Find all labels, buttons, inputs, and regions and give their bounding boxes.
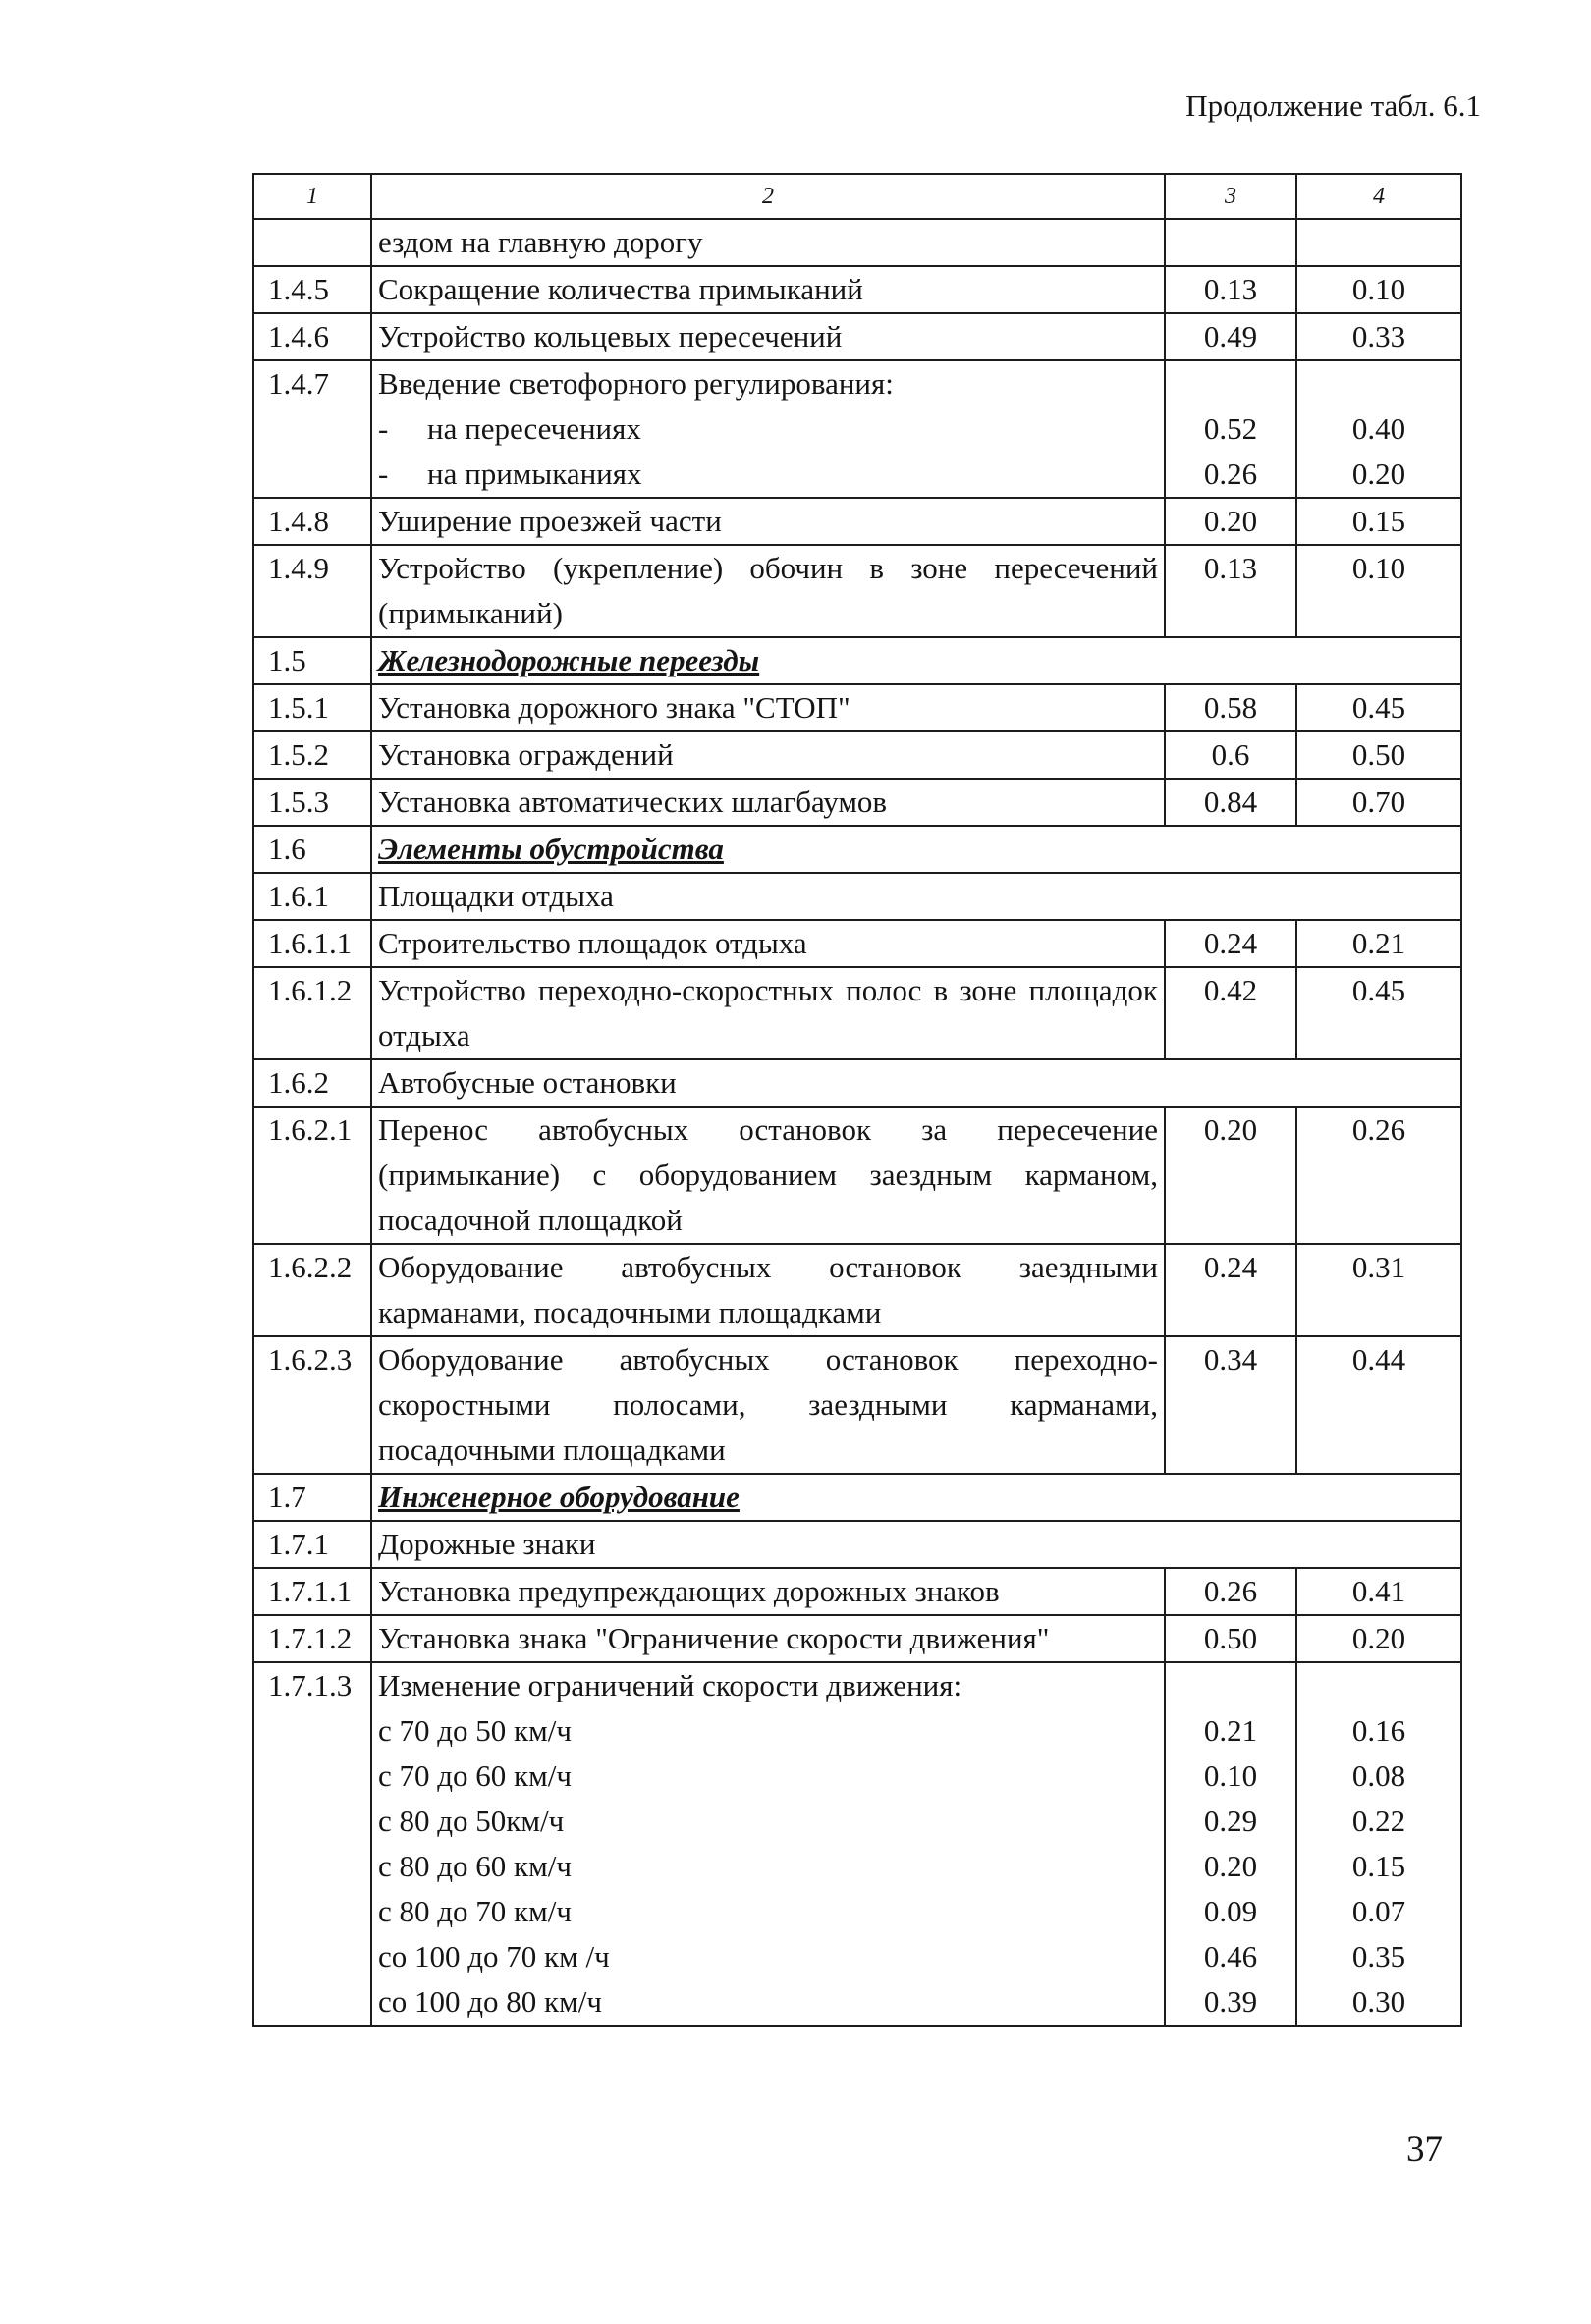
description-line bbox=[378, 921, 1158, 966]
table-row bbox=[253, 1568, 1461, 1615]
row-code: 1.6.1.1 bbox=[253, 920, 371, 967]
column-header-2: 2 bbox=[371, 174, 1165, 219]
subsection-title: Автобусные остановки bbox=[371, 1059, 1461, 1107]
description-line bbox=[378, 780, 1158, 825]
description-line bbox=[378, 1708, 1158, 1754]
table-continuation-caption: Продолжение табл. 6.1 bbox=[1185, 88, 1481, 123]
description-text: Установка знака "Ограничение скорости движения" bbox=[378, 1621, 1050, 1655]
description-line bbox=[378, 1844, 1158, 1889]
table-row bbox=[253, 1521, 1461, 1568]
description-line bbox=[378, 452, 1158, 497]
table-row bbox=[253, 498, 1461, 545]
description-text: Перенос автобусных остановок за пересечение (примыкание) с оборудованием заездным карманом, посадочной площадкой bbox=[378, 1112, 1158, 1237]
column-3-values bbox=[1165, 1568, 1296, 1615]
coefficient-value: 0.44 bbox=[1351, 1342, 1406, 1377]
coefficient-value: 0.84 bbox=[1203, 784, 1258, 819]
row-code: 1.7.1.1 bbox=[253, 1568, 371, 1615]
row-description bbox=[371, 967, 1165, 1059]
coefficient-value: 0.70 bbox=[1351, 784, 1406, 819]
description-line bbox=[378, 1663, 1158, 1708]
row-description bbox=[371, 545, 1165, 637]
table-row bbox=[253, 1107, 1461, 1244]
coefficient-value: 0.45 bbox=[1351, 973, 1406, 1007]
table-row bbox=[253, 1474, 1461, 1521]
column-4-values bbox=[1296, 313, 1461, 360]
row-code: 1.6.2 bbox=[253, 1059, 371, 1107]
coefficient-value: 0.10 bbox=[1351, 272, 1406, 306]
description-text: ездом на главную дорогу bbox=[378, 225, 703, 259]
column-4-values bbox=[1296, 684, 1461, 731]
row-code: 1.7 bbox=[253, 1474, 371, 1521]
coefficient-value: 0.49 bbox=[1203, 319, 1258, 353]
coefficient-value: 0.15 bbox=[1351, 1849, 1406, 1883]
description-line bbox=[378, 1934, 1158, 1979]
description-line bbox=[378, 220, 1158, 265]
column-4-values bbox=[1296, 1662, 1461, 2026]
column-3-values bbox=[1165, 498, 1296, 545]
column-3-values bbox=[1165, 1615, 1296, 1662]
column-4-values bbox=[1296, 731, 1461, 779]
coefficient-value: 0.31 bbox=[1351, 1250, 1406, 1284]
section-title: Железнодорожные переезды bbox=[371, 637, 1461, 684]
coefficient-value: 0.34 bbox=[1203, 1342, 1258, 1377]
column-4-values bbox=[1296, 1107, 1461, 1244]
coefficient-value: 0.50 bbox=[1351, 737, 1406, 772]
column-4-values bbox=[1296, 545, 1461, 637]
coefficient-value: 0.26 bbox=[1203, 457, 1258, 491]
column-4-values bbox=[1296, 1336, 1461, 1474]
coefficients-table bbox=[252, 173, 1462, 2027]
subsection-title: Дорожные знаки bbox=[371, 1521, 1461, 1568]
row-code: 1.5.3 bbox=[253, 779, 371, 826]
row-code: 1.4.9 bbox=[253, 545, 371, 637]
coefficient-value: 0.10 bbox=[1203, 1758, 1258, 1793]
column-4-values bbox=[1296, 1615, 1461, 1662]
table-row bbox=[253, 920, 1461, 967]
coefficient-value: 0.13 bbox=[1203, 272, 1258, 306]
section-title: Инженерное оборудование bbox=[371, 1474, 1461, 1521]
coefficient-value bbox=[1297, 220, 1460, 265]
description-text: Изменение ограничений скорости движения: bbox=[378, 1668, 962, 1702]
coefficient-value bbox=[1297, 1663, 1460, 1708]
coefficient-value: 0.09 bbox=[1203, 1894, 1258, 1928]
table-row bbox=[253, 637, 1461, 684]
row-code: 1.4.7 bbox=[253, 360, 371, 498]
description-line bbox=[378, 314, 1158, 359]
coefficient-value: 0.50 bbox=[1203, 1621, 1258, 1655]
table-header-row bbox=[253, 174, 1461, 219]
description-line bbox=[378, 1569, 1158, 1614]
description-text: Строительство площадок отдыха bbox=[378, 926, 807, 960]
column-3-values bbox=[1165, 1244, 1296, 1336]
description-line bbox=[378, 1616, 1158, 1661]
row-description bbox=[371, 1107, 1165, 1244]
description-text: Установка автоматических шлагбаумов bbox=[378, 784, 888, 819]
description-line bbox=[378, 1979, 1158, 2025]
column-3-values bbox=[1165, 1662, 1296, 2026]
table-row bbox=[253, 545, 1461, 637]
coefficient-value: 0.29 bbox=[1203, 1804, 1258, 1838]
table-row bbox=[253, 684, 1461, 731]
row-code: 1.7.1 bbox=[253, 1521, 371, 1568]
row-description bbox=[371, 266, 1165, 313]
row-description bbox=[371, 360, 1165, 498]
coefficient-value: 0.20 bbox=[1351, 1621, 1406, 1655]
description-text: с 80 до 50км/ч bbox=[378, 1804, 565, 1838]
description-text: с 80 до 70 км/ч bbox=[378, 1894, 572, 1928]
description-text: Оборудование автобусных остановок заездными карманами, посадочными площадками bbox=[378, 1250, 1158, 1329]
table-row bbox=[253, 1615, 1461, 1662]
column-3-values bbox=[1165, 219, 1296, 266]
row-code: 1.5.2 bbox=[253, 731, 371, 779]
row-code: 1.7.1.2 bbox=[253, 1615, 371, 1662]
row-code: 1.6.2.2 bbox=[253, 1244, 371, 1336]
coefficient-value: 0.35 bbox=[1351, 1939, 1406, 1973]
coefficient-value: 0.26 bbox=[1203, 1574, 1258, 1608]
description-line bbox=[378, 267, 1158, 312]
row-description bbox=[371, 219, 1165, 266]
description-text: на примыканиях bbox=[427, 457, 642, 491]
column-3-values bbox=[1165, 920, 1296, 967]
column-3-values bbox=[1165, 967, 1296, 1059]
coefficient-value: 0.26 bbox=[1351, 1112, 1406, 1147]
description-text: Установка дорожного знака "СТОП" bbox=[378, 690, 850, 725]
column-4-values bbox=[1296, 967, 1461, 1059]
table-row bbox=[253, 731, 1461, 779]
coefficient-value: 0.45 bbox=[1351, 690, 1406, 725]
column-header-3: 3 bbox=[1165, 174, 1296, 219]
row-code: 1.5.1 bbox=[253, 684, 371, 731]
row-description bbox=[371, 1568, 1165, 1615]
coefficient-value: 0.08 bbox=[1351, 1758, 1406, 1793]
table-row bbox=[253, 313, 1461, 360]
description-line bbox=[378, 1889, 1158, 1934]
coefficient-value: 0.41 bbox=[1351, 1574, 1406, 1608]
column-3-values bbox=[1165, 545, 1296, 637]
coefficient-value: 0.39 bbox=[1203, 1984, 1258, 2019]
column-3-values bbox=[1165, 1336, 1296, 1474]
table-row bbox=[253, 967, 1461, 1059]
table-row bbox=[253, 266, 1461, 313]
description-text: Устройство (укрепление) обочин в зоне пересечений (примыканий) bbox=[378, 551, 1158, 630]
column-4-values bbox=[1296, 1568, 1461, 1615]
subsection-title: Площадки отдыха bbox=[371, 873, 1461, 920]
column-3-values bbox=[1165, 313, 1296, 360]
description-text: Сокращение количества примыканий bbox=[378, 272, 863, 306]
column-header-1: 1 bbox=[253, 174, 371, 219]
row-description bbox=[371, 1244, 1165, 1336]
list-dash: - bbox=[378, 457, 389, 491]
description-text: с 70 до 50 км/ч bbox=[378, 1713, 572, 1748]
coefficient-value: 0.24 bbox=[1203, 926, 1258, 960]
column-4-values bbox=[1296, 498, 1461, 545]
column-4-values bbox=[1296, 779, 1461, 826]
row-code bbox=[253, 219, 371, 266]
coefficient-value: 0.15 bbox=[1351, 504, 1406, 538]
column-3-values bbox=[1165, 779, 1296, 826]
row-code: 1.6.2.1 bbox=[253, 1107, 371, 1244]
table-row bbox=[253, 779, 1461, 826]
coefficient-value: 0.33 bbox=[1351, 319, 1406, 353]
coefficient-value: 0.21 bbox=[1351, 926, 1406, 960]
coefficient-value: 0.13 bbox=[1203, 551, 1258, 585]
table-row bbox=[253, 1059, 1461, 1107]
column-3-values bbox=[1165, 684, 1296, 731]
coefficient-value: 0.52 bbox=[1203, 411, 1258, 446]
row-description bbox=[371, 498, 1165, 545]
column-4-values bbox=[1296, 266, 1461, 313]
coefficient-value: 0.22 bbox=[1351, 1804, 1406, 1838]
row-description bbox=[371, 1615, 1165, 1662]
coefficient-value: 0.30 bbox=[1351, 1984, 1406, 2019]
description-line bbox=[378, 732, 1158, 778]
description-line bbox=[378, 1799, 1158, 1844]
row-description bbox=[371, 779, 1165, 826]
description-text: Оборудование автобусных остановок переходно-скоростными полосами, заездными карманами, посадочными площадками bbox=[378, 1342, 1158, 1467]
column-3-values bbox=[1165, 731, 1296, 779]
row-description bbox=[371, 731, 1165, 779]
coefficient-value: 0.21 bbox=[1203, 1713, 1258, 1748]
description-text: Уширение проезжей части bbox=[378, 504, 722, 538]
table-row bbox=[253, 873, 1461, 920]
page-number: 37 bbox=[1406, 2130, 1443, 2170]
coefficient-value: 0.20 bbox=[1203, 1849, 1258, 1883]
description-text: Введение светофорного регулирования: bbox=[378, 366, 894, 401]
table-row bbox=[253, 1336, 1461, 1474]
description-line bbox=[378, 1754, 1158, 1799]
row-code: 1.6.1 bbox=[253, 873, 371, 920]
coefficient-value: 0.42 bbox=[1203, 973, 1258, 1007]
row-description bbox=[371, 1662, 1165, 2026]
description-text: на пересечениях bbox=[427, 411, 641, 446]
column-4-values bbox=[1296, 219, 1461, 266]
row-code: 1.4.6 bbox=[253, 313, 371, 360]
row-description bbox=[371, 684, 1165, 731]
table-row bbox=[253, 826, 1461, 873]
row-code: 1.5 bbox=[253, 637, 371, 684]
description-text: с 70 до 60 км/ч bbox=[378, 1758, 572, 1793]
description-text: Установка ограждений bbox=[378, 737, 674, 772]
row-code: 1.7.1.3 bbox=[253, 1662, 371, 2026]
coefficient-value bbox=[1297, 361, 1460, 406]
table-row bbox=[253, 360, 1461, 498]
description-text: Устройство переходно-скоростных полос в зоне площадок отдыха bbox=[378, 973, 1158, 1053]
table-row bbox=[253, 1244, 1461, 1336]
list-dash: - bbox=[378, 411, 389, 446]
description-text: с 80 до 60 км/ч bbox=[378, 1849, 572, 1883]
description-text: со 100 до 70 км /ч bbox=[378, 1939, 610, 1973]
coefficient-value: 0.16 bbox=[1351, 1713, 1406, 1748]
table-row bbox=[253, 219, 1461, 266]
coefficient-value: 0.07 bbox=[1351, 1894, 1406, 1928]
description-line bbox=[378, 406, 1158, 452]
column-4-values bbox=[1296, 920, 1461, 967]
coefficient-value: 0.20 bbox=[1351, 457, 1406, 491]
row-code: 1.4.8 bbox=[253, 498, 371, 545]
column-3-values bbox=[1165, 360, 1296, 498]
column-3-values bbox=[1165, 266, 1296, 313]
coefficient-value bbox=[1166, 1663, 1295, 1708]
coefficient-value: 0.20 bbox=[1203, 504, 1258, 538]
description-line bbox=[378, 685, 1158, 730]
description-text: Установка предупреждающих дорожных знаков bbox=[378, 1574, 1000, 1608]
coefficient-value: 0.58 bbox=[1203, 690, 1258, 725]
row-code: 1.6 bbox=[253, 826, 371, 873]
column-3-values bbox=[1165, 1107, 1296, 1244]
coefficient-value bbox=[1166, 361, 1295, 406]
row-code: 1.6.1.2 bbox=[253, 967, 371, 1059]
coefficient-value: 0.46 bbox=[1203, 1939, 1258, 1973]
description-text: со 100 до 80 км/ч bbox=[378, 1984, 602, 2019]
row-description bbox=[371, 1336, 1165, 1474]
row-code: 1.6.2.3 bbox=[253, 1336, 371, 1474]
row-code: 1.4.5 bbox=[253, 266, 371, 313]
coefficient-value bbox=[1166, 220, 1295, 265]
table-row bbox=[253, 1662, 1461, 2026]
coefficient-value: 0.40 bbox=[1351, 411, 1406, 446]
coefficient-value: 0.6 bbox=[1211, 737, 1250, 772]
row-description bbox=[371, 313, 1165, 360]
section-title: Элементы обустройства bbox=[371, 826, 1461, 873]
description-line bbox=[378, 361, 1158, 406]
coefficient-value: 0.20 bbox=[1203, 1112, 1258, 1147]
column-header-4: 4 bbox=[1296, 174, 1461, 219]
row-description bbox=[371, 920, 1165, 967]
coefficient-value: 0.24 bbox=[1203, 1250, 1258, 1284]
column-4-values bbox=[1296, 360, 1461, 498]
description-text: Устройство кольцевых пересечений bbox=[378, 319, 843, 353]
coefficient-value: 0.10 bbox=[1351, 551, 1406, 585]
description-line bbox=[378, 499, 1158, 544]
column-4-values bbox=[1296, 1244, 1461, 1336]
